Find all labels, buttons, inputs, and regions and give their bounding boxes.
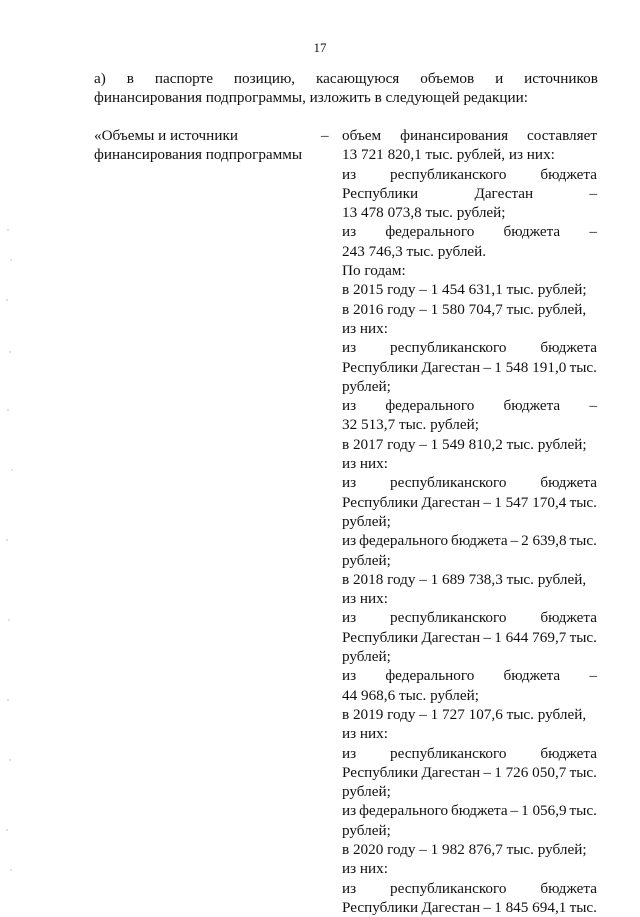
intro-word: касающуюся (316, 70, 400, 87)
passport-label-line-1: «Объемы и источники (94, 127, 238, 144)
funding-line (342, 628, 597, 647)
funding-word: из (342, 802, 357, 820)
funding-word: из (342, 339, 357, 357)
funding-word: Республики (342, 358, 419, 376)
funding-line: в 2016 году – 1 580 704,7 тыс. рублей, (342, 300, 587, 318)
funding-word: тыс. (569, 802, 597, 820)
funding-word: тыс. (569, 358, 597, 376)
funding-line: из них: (342, 590, 388, 608)
funding-word: – (483, 763, 491, 781)
funding-line: в 2020 году – 1 982 876,7 тыс. рублей; (342, 840, 587, 858)
funding-word: – (589, 397, 597, 415)
funding-word: из (342, 397, 357, 415)
funding-word: – (589, 223, 597, 241)
funding-word: бюджета (450, 802, 508, 820)
funding-word: республиканского (390, 609, 507, 627)
funding-word: 1 548 191,0 (494, 358, 567, 376)
funding-word: бюджета (540, 879, 597, 897)
funding-word: бюджета (503, 397, 561, 415)
funding-line (342, 531, 597, 550)
funding-word: тыс. (569, 493, 597, 511)
funding-line (342, 801, 597, 820)
funding-word: из (342, 879, 357, 897)
intro-word: а) (94, 70, 106, 87)
funding-line: из них: (342, 860, 388, 878)
intro-word: и (495, 70, 504, 87)
funding-line (342, 763, 597, 782)
funding-word: Дагестан (474, 184, 534, 202)
funding-word: – (510, 532, 519, 550)
funding-word: – (483, 628, 491, 646)
intro-word: позицию, (233, 70, 296, 87)
funding-line: 13 721 820,1 тыс. рублей, из них: (342, 146, 555, 164)
funding-line (342, 126, 597, 145)
funding-word: Дагестан (421, 358, 481, 376)
funding-word: республиканского (390, 339, 507, 357)
funding-word: – (483, 358, 491, 376)
intro-paragraph (94, 69, 598, 107)
intro-line-1 (94, 69, 598, 88)
funding-word: федерального (385, 397, 475, 415)
intro-line-2: финансирования подпрограммы, изложить в следующей редакции: (94, 89, 529, 106)
funding-line (342, 358, 597, 377)
funding-word: бюджета (540, 474, 597, 492)
funding-word: республиканского (390, 744, 507, 762)
funding-line: рублей; (342, 821, 391, 839)
funding-line: в 2017 году – 1 549 810,2 тыс. рублей; (342, 435, 587, 453)
funding-line (342, 608, 597, 627)
funding-word: из (342, 744, 357, 762)
funding-line: рублей; (342, 648, 391, 666)
funding-word: республиканского (390, 165, 507, 183)
intro-word: источников (524, 70, 598, 87)
funding-line (342, 184, 597, 203)
funding-line (342, 744, 597, 763)
funding-line: в 2015 году – 1 454 631,1 тыс. рублей; (342, 281, 587, 299)
funding-word: федерального (385, 667, 475, 685)
passport-label-cell (94, 126, 324, 164)
funding-word: финансирования (400, 127, 509, 144)
intro-word: объемов (420, 70, 475, 87)
funding-word: объем (342, 127, 382, 144)
funding-word: – (483, 898, 491, 916)
funding-line: из них: (342, 455, 388, 473)
funding-word: Республики (342, 493, 419, 511)
funding-word: 1 056,9 (521, 802, 567, 820)
funding-line: 44 968,6 тыс. рублей; (342, 686, 479, 704)
funding-word: бюджета (503, 223, 561, 241)
funding-word: федерального (385, 223, 475, 241)
funding-line: 243 746,3 тыс. рублей. (342, 242, 487, 260)
funding-word: тыс. (569, 532, 597, 550)
funding-line: рублей; (342, 512, 391, 530)
passport-label-line-2: финансирования подпрограммы (94, 146, 303, 163)
funding-word: бюджета (540, 165, 597, 183)
funding-word: из (342, 667, 357, 685)
funding-line (342, 222, 597, 241)
funding-line: в 2019 году – 1 727 107,6 тыс. рублей, (342, 705, 587, 723)
funding-line (342, 396, 597, 415)
funding-word: из (342, 223, 357, 241)
funding-word: Дагестан (421, 898, 481, 916)
funding-word: тыс. (569, 898, 597, 916)
funding-word: бюджета (540, 744, 597, 762)
funding-line: По годам: (342, 262, 406, 280)
funding-word: составляет (527, 127, 597, 144)
funding-line: рублей; (342, 551, 391, 569)
funding-word: бюджета (540, 609, 597, 627)
funding-word: бюджета (450, 532, 508, 550)
funding-word: 1 726 050,7 (494, 763, 567, 781)
funding-line (342, 666, 597, 685)
funding-word: бюджета (540, 339, 597, 357)
funding-line: из них: (342, 319, 388, 337)
funding-line (342, 493, 597, 512)
funding-word: 1 644 769,7 (494, 628, 567, 646)
intro-word: паспорте (154, 70, 213, 87)
funding-text-cell (342, 126, 597, 917)
funding-word: 1 547 170,4 (494, 493, 567, 511)
funding-word: – (589, 184, 597, 202)
funding-word: тыс. (569, 763, 597, 781)
funding-word: – (510, 802, 519, 820)
funding-word: Республики (342, 184, 419, 202)
funding-line: рублей; (342, 783, 391, 801)
funding-word: Республики (342, 763, 419, 781)
funding-word: республиканского (390, 474, 507, 492)
funding-line: в 2018 году – 1 689 738,3 тыс. рублей, (342, 570, 587, 588)
funding-word: 2 639,8 (521, 532, 567, 550)
funding-word: федерального (359, 532, 449, 550)
funding-word: – (589, 667, 597, 685)
funding-line: 32 513,7 тыс. рублей; (342, 416, 479, 434)
funding-line (342, 165, 597, 184)
funding-line (342, 879, 597, 898)
funding-word: бюджета (503, 667, 561, 685)
funding-word: республиканского (390, 879, 507, 897)
funding-word: – (483, 493, 491, 511)
funding-line: 13 478 073,8 тыс. рублей; (342, 204, 506, 222)
funding-line (342, 898, 597, 917)
funding-word: Республики (342, 628, 419, 646)
page-number: 17 (313, 40, 327, 55)
funding-word: из (342, 165, 357, 183)
funding-word: Дагестан (421, 763, 481, 781)
funding-word: федерального (359, 802, 449, 820)
funding-word: тыс. (569, 628, 597, 646)
funding-word: из (342, 609, 357, 627)
funding-word: 1 845 694,1 (494, 898, 567, 916)
funding-line: из них: (342, 725, 388, 743)
funding-line (342, 338, 597, 357)
funding-word: Дагестан (421, 493, 481, 511)
intro-word: в (126, 70, 134, 87)
scan-edge-marks (2, 0, 32, 905)
separator-dash: – (321, 127, 329, 144)
funding-word: Республики (342, 898, 419, 916)
funding-word: из (342, 474, 357, 492)
funding-word: Дагестан (421, 628, 481, 646)
funding-line (342, 473, 597, 492)
funding-line: рублей; (342, 377, 391, 395)
funding-word: из (342, 532, 357, 550)
